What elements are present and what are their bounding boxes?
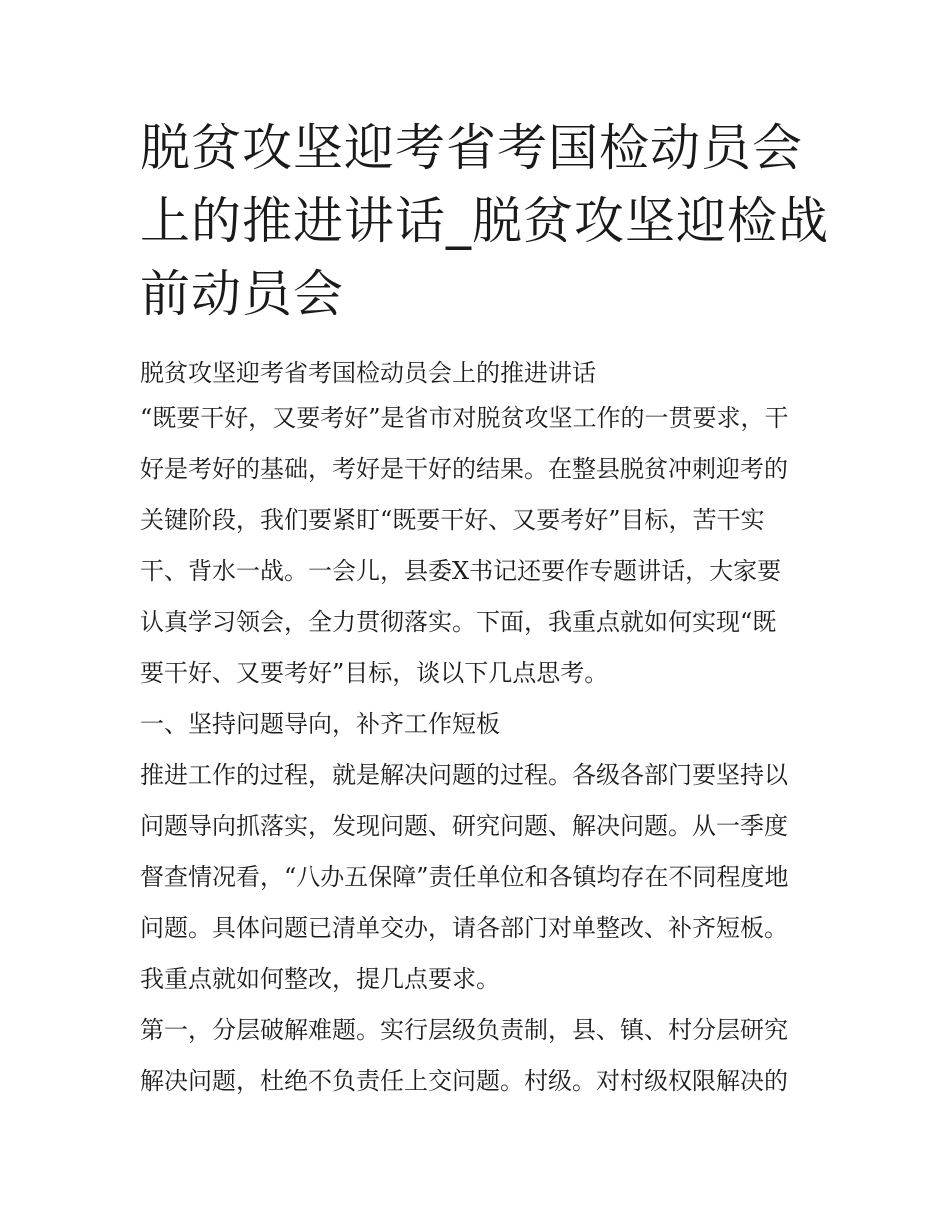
text-line: 要干好、又要考好”目标，谈以下几点思考。	[140, 659, 609, 687]
text-line: 第一，分层破解难题。实行层级负责制，县、镇、村分层研究	[140, 1016, 788, 1044]
document-subtitle: 脱贫攻坚迎考省考国检动员会上的推进讲话	[140, 359, 596, 387]
text-line: 我重点就如何整改，提几点要求。	[140, 965, 500, 993]
text-line: 关键阶段，我们要紧盯“既要干好、又要考好”目标，苦干实	[140, 506, 765, 534]
document-title	[140, 112, 829, 331]
text-line: 认真学习领会，全力贯彻落实。下面，我重点就如何实现“既	[140, 608, 777, 636]
text-line: 好是考好的基础，考好是干好的结果。在整县脱贫冲刺迎考的	[140, 455, 788, 483]
title-line: 前动员会	[140, 265, 344, 323]
text-line: 推进工作的过程，就是解决问题的过程。各级各部门要坚持以	[140, 761, 788, 789]
title-line: 上的推进讲话_脱贫攻坚迎检战	[140, 192, 829, 250]
text-line: 问题。具体问题已清单交办，请各部门对单整改、补齐短板。	[140, 914, 788, 942]
text-line: 干、背水一战。一会儿，县委X书记还要作专题讲话，大家要	[140, 557, 782, 585]
title-line: 脱贫攻坚迎考省考国检动员会	[140, 119, 803, 177]
text-line: 督查情况看，“八办五保障”责任单位和各镇均存在不同程度地	[140, 863, 789, 891]
text-line: 问题导向抓落实，发现问题、研究问题、解决问题。从一季度	[140, 812, 788, 840]
document-body	[140, 351, 820, 1107]
document-page	[140, 112, 829, 1107]
section-heading: 一、坚持问题导向，补齐工作短板	[140, 710, 500, 738]
text-line: “既要干好，又要考好”是省市对脱贫攻坚工作的一贯要求，干	[140, 404, 789, 432]
text-line: 解决问题，杜绝不负责任上交问题。村级。对村级权限解决的	[140, 1067, 788, 1095]
